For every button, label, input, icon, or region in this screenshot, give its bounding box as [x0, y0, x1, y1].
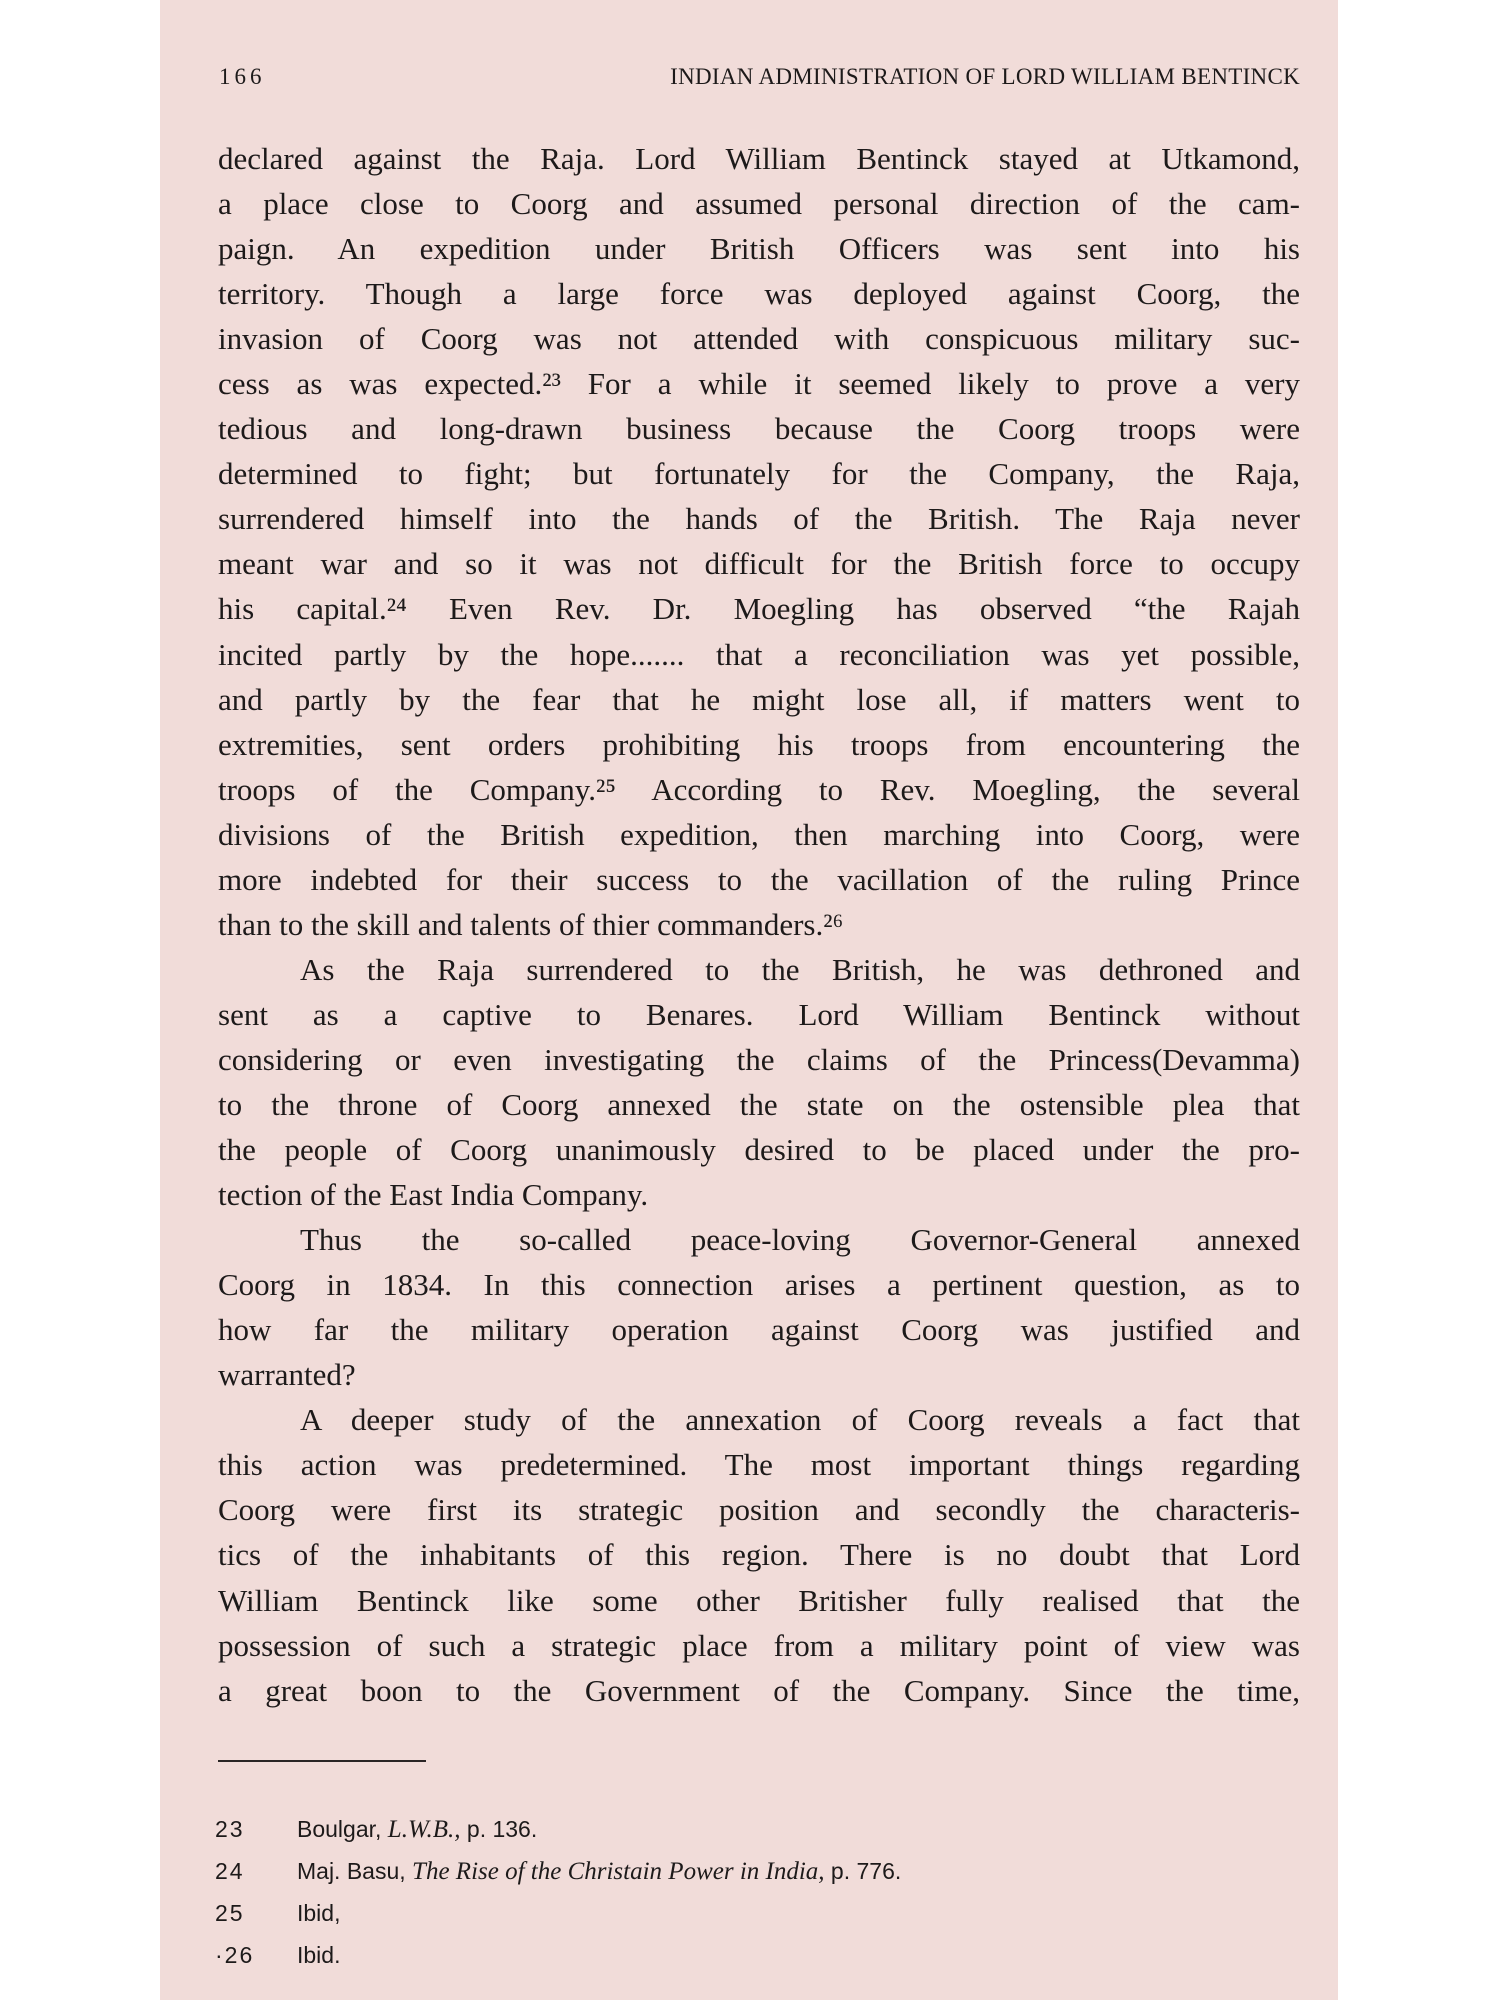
text-line: incited partly by the hope....... that a reconciliation was yet possible, — [218, 636, 1300, 672]
text-line: declared against the Raja. Lord William Bentinck stayed at Utkamond, — [218, 141, 1300, 176]
text-line: troops of the Company.²⁵ According to Rev. Moegling, the several — [218, 771, 1300, 807]
running-title: INDIAN ADMINISTRATION OF LORD WILLIAM BENTINCK — [670, 64, 1300, 89]
text-line: William Bentinck like some other Britisher fully realised that the — [218, 1582, 1300, 1618]
text-line: how far the military operation against Coorg was justified and — [218, 1312, 1300, 1348]
text-line: to the throne of Coorg annexed the state on the ostensible plea that — [218, 1086, 1300, 1122]
text-line: paign. An expedition under British Officers was sent into his — [218, 231, 1300, 267]
book-page — [160, 0, 1338, 2000]
footnote — [215, 1850, 1295, 1892]
text-line: his capital.²⁴ Even Rev. Dr. Moegling has observed “the Rajah — [218, 591, 1300, 627]
footnote-number: ·26 — [215, 1942, 255, 1968]
footnote-number: 25 — [215, 1900, 245, 1926]
text-line: a place close to Coorg and assumed personal direction of the cam- — [218, 186, 1300, 222]
paragraph-start-line: As the Raja surrendered to the British, he was dethroned and — [300, 951, 1300, 987]
paragraph-start-line: A deeper study of the annexation of Coorg reveals a fact that — [300, 1402, 1300, 1438]
footnote — [215, 1808, 1295, 1850]
text-line: territory. Though a large force was deployed against Coorg, the — [218, 276, 1300, 312]
footnote-number: 24 — [215, 1858, 245, 1884]
text-line: sent as a captive to Benares. Lord William Bentinck without — [218, 996, 1300, 1032]
text-line: considering or even investigating the claims of the Princess(Devamma) — [218, 1041, 1300, 1077]
footnote-title: L.W.B., — [387, 1816, 461, 1843]
text-line: a great boon to the Government of the Company. Since the time, — [218, 1672, 1300, 1708]
text-line: more indebted for their success to the vacillation of the ruling Prince — [218, 861, 1300, 897]
text-line: Coorg were first its strategic position and secondly the characteris- — [218, 1492, 1300, 1528]
text-line: the people of Coorg unanimously desired to be placed under the pro- — [218, 1132, 1300, 1168]
footnote-text — [297, 1808, 537, 1851]
text-line: meant war and so it was not difficult for the British force to occupy — [218, 546, 1300, 582]
running-head — [219, 64, 1300, 94]
footnote-text — [297, 1850, 901, 1893]
footnote-page: p. 136. — [460, 1816, 538, 1842]
text-line: tection of the East India Company. — [218, 1177, 649, 1213]
footnote-text — [297, 1892, 340, 1935]
text-line: this action was predetermined. The most important things regarding — [218, 1447, 1300, 1483]
page-number: 166 — [219, 64, 266, 89]
footnote-author: Ibid. — [297, 1942, 341, 1968]
text-line: and partly by the fear that he might lose all, if matters went to — [218, 681, 1300, 717]
footnotes — [215, 1808, 1295, 1976]
text-line: tics of the inhabitants of this region. There is no doubt that Lord — [218, 1537, 1300, 1573]
text-line: tedious and long-drawn business because the Coorg troops were — [218, 411, 1300, 447]
footnote-divider — [218, 1760, 426, 1762]
paragraph-start-line: Thus the so-called peace-loving Governor-General annexed — [300, 1222, 1300, 1258]
text-line: Coorg in 1834. In this connection arises a pertinent question, as to — [218, 1267, 1300, 1303]
footnote-title: The Rise of the Christain Power in India, — [412, 1858, 825, 1885]
footnote-author: Ibid, — [297, 1900, 341, 1926]
body-text — [218, 136, 1300, 1713]
footnote — [215, 1934, 1295, 1976]
text-line: possession of such a strategic place from a military point of view was — [218, 1627, 1300, 1663]
text-line: cess as was expected.²³ For a while it seemed likely to prove a very — [218, 366, 1300, 402]
text-line: warranted? — [218, 1357, 356, 1393]
text-line: determined to fight; but fortunately for the Company, the Raja, — [218, 456, 1300, 492]
text-line: divisions of the British expedition, then marching into Coorg, were — [218, 816, 1300, 852]
text-line: invasion of Coorg was not attended with conspicuous military suc- — [218, 321, 1300, 357]
footnote-author: Maj. Basu, — [297, 1858, 413, 1884]
footnote-author: Boulgar, — [297, 1816, 388, 1842]
footnote-number: 23 — [215, 1816, 245, 1842]
text-line: surrendered himself into the hands of the British. The Raja never — [218, 501, 1300, 537]
footnote — [215, 1892, 1295, 1934]
footnote-page: p. 776. — [824, 1858, 902, 1884]
footnote-text — [297, 1934, 340, 1977]
text-line: extremities, sent orders prohibiting his troops from encountering the — [218, 726, 1300, 762]
text-line: than to the skill and talents of thier commanders.²⁶ — [218, 906, 844, 942]
